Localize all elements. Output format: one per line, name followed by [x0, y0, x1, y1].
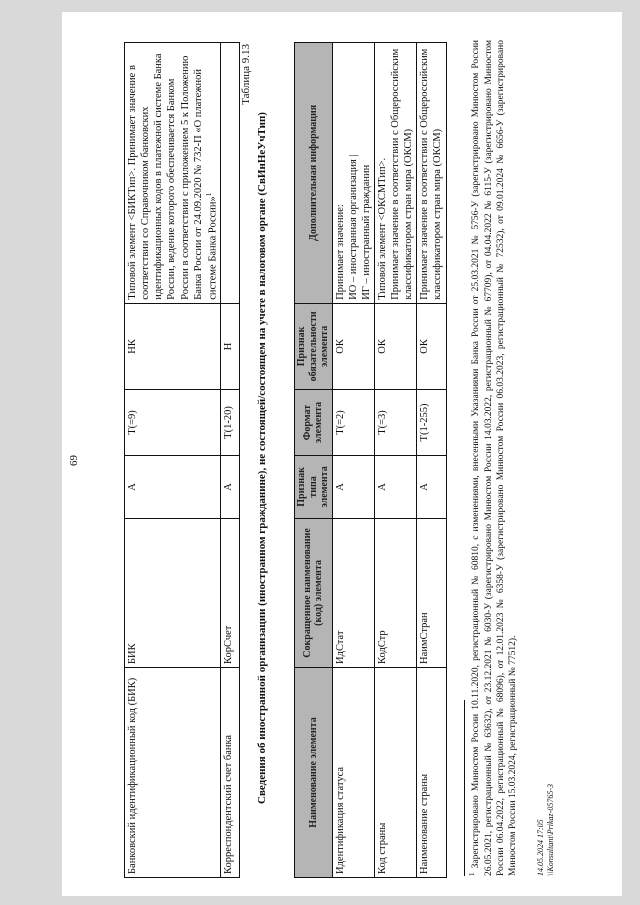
additional-info-line: ИО – иностранная организация |	[347, 154, 359, 300]
element-required-cell: ОК	[417, 303, 446, 389]
element-required-cell: ОК	[374, 303, 416, 389]
additional-info-line: Принимает значение:	[334, 204, 346, 300]
table-row	[332, 43, 374, 878]
table-row	[125, 43, 221, 878]
additional-info-line: Принимает значение в соответствии с Общероссийским классификатором стран мира (ОКСМ)	[390, 48, 415, 300]
additional-info-cell	[221, 43, 240, 304]
bank-details-table	[124, 42, 240, 878]
element-code-cell: КодСтр	[374, 518, 416, 667]
element-format-cell: Т(=3)	[374, 390, 416, 456]
element-required-cell: ОК	[332, 303, 374, 389]
element-name-cell: Наименование страны	[417, 667, 446, 877]
additional-info-cell	[125, 43, 221, 304]
element-code-cell: ИдСтат	[332, 518, 374, 667]
stamp-date: 14.05.2024 17:05	[536, 819, 545, 876]
element-name-cell: Банковский идентификационный код (БИК)	[125, 667, 221, 877]
element-type-cell: А	[374, 455, 416, 518]
element-required-cell: Н	[221, 303, 240, 389]
element-format-cell: Т(=2)	[332, 390, 374, 456]
table-number: Таблица 9.13	[240, 44, 252, 105]
element-required-cell: НК	[125, 303, 221, 389]
element-type-cell: А	[125, 455, 221, 518]
header-element-name: Наименование элемента	[295, 667, 333, 877]
additional-info-cell	[374, 43, 416, 304]
header-element-required: Признак обязательности элемента	[295, 303, 333, 389]
document-sheet	[62, 12, 622, 896]
element-format-cell: Т(1-255)	[417, 390, 446, 456]
table-row	[374, 43, 416, 878]
element-code-cell: БИК	[125, 518, 221, 667]
additional-info-cell	[417, 43, 446, 304]
additional-info-line: ИГ – иностранный гражданин	[360, 164, 372, 300]
table-row	[221, 43, 240, 878]
table-row	[417, 43, 446, 878]
footnote-marker: 1	[468, 872, 476, 876]
element-code-cell: КорСчет	[221, 518, 240, 667]
element-name-cell: Идентификация статуса	[332, 667, 374, 877]
additional-info-text: Типовой элемент <БИКТип>. Принимает значение в соответствии со Справочником банковских идентификационных кодов в платежной системе Банка России, ведение которого обеспечивается Банком России в соответствии с приложением 5 к Положению Банка России от 24.09.2020 № 732-П «О платежной системе Банка России»	[127, 53, 219, 300]
additional-info-line: Типовой элемент <ОКСМТип>.	[376, 157, 388, 300]
stamp-path: \\Konsultant\Prikaz-05765-3	[546, 784, 555, 876]
additional-info-cell	[332, 43, 374, 304]
rotated-page	[62, 12, 622, 896]
element-type-cell: А	[221, 455, 240, 518]
foreign-organization-table	[294, 42, 447, 878]
header-additional-info: Дополнительная информация	[295, 43, 333, 304]
element-type-cell: А	[417, 455, 446, 518]
footnote	[468, 40, 520, 876]
header-element-code: Сокращенное наименование (код) элемента	[295, 518, 333, 667]
document-stamp	[536, 784, 556, 876]
footnote-divider	[464, 700, 465, 876]
element-code-cell: НаимСтран	[417, 518, 446, 667]
additional-info-line: Принимает значение в соответствии с Общероссийским классификатором стран мира (ОКСМ)	[419, 48, 444, 300]
element-name-cell: Корреспондентский счет банка	[221, 667, 240, 877]
element-format-cell: Т(1-20)	[221, 390, 240, 456]
element-format-cell: Т(=9)	[125, 390, 221, 456]
footnote-text: Зарегистрировано Минюстом России 10.11.2020, регистрационный № 60810, с изменениями, внесенными Указаниями Банка России от 25.03.2021 № 5756-У (зарегистрировано Минюстом России 26.05.2021, регистрационный № 63632), от 23.12.2021 № 6030-У (зарегистрировано Минюстом России 14.03.2022, регистрационный № 67709), от 04.04.2022 № 6115-У (зарегистрировано Минюстом России 06.04.2022, регистрационный № 68096), от 12.01.2023 № 6358-У (зарегистрировано Минюстом России 06.03.2023, регистрационный № 72532), от 09.01.2024 № 6656-У (зарегистрировано Минюстом России 15.03.2024, регистрационный № 77512).	[471, 39, 519, 876]
page-number: 69	[68, 455, 80, 466]
table-header-row	[295, 43, 333, 878]
element-name-cell: Код страны	[374, 667, 416, 877]
footnote-reference: 1	[204, 192, 213, 197]
header-element-format: Формат элемента	[295, 390, 333, 456]
header-element-type: Признак типа элемента	[295, 455, 333, 518]
table-title: Сведения об иностранной организации (иностранном гражданине), не состоящей/состоящем на учете в налоговом органе (СвИнНеУчТип)	[256, 112, 268, 804]
element-type-cell: А	[332, 455, 374, 518]
